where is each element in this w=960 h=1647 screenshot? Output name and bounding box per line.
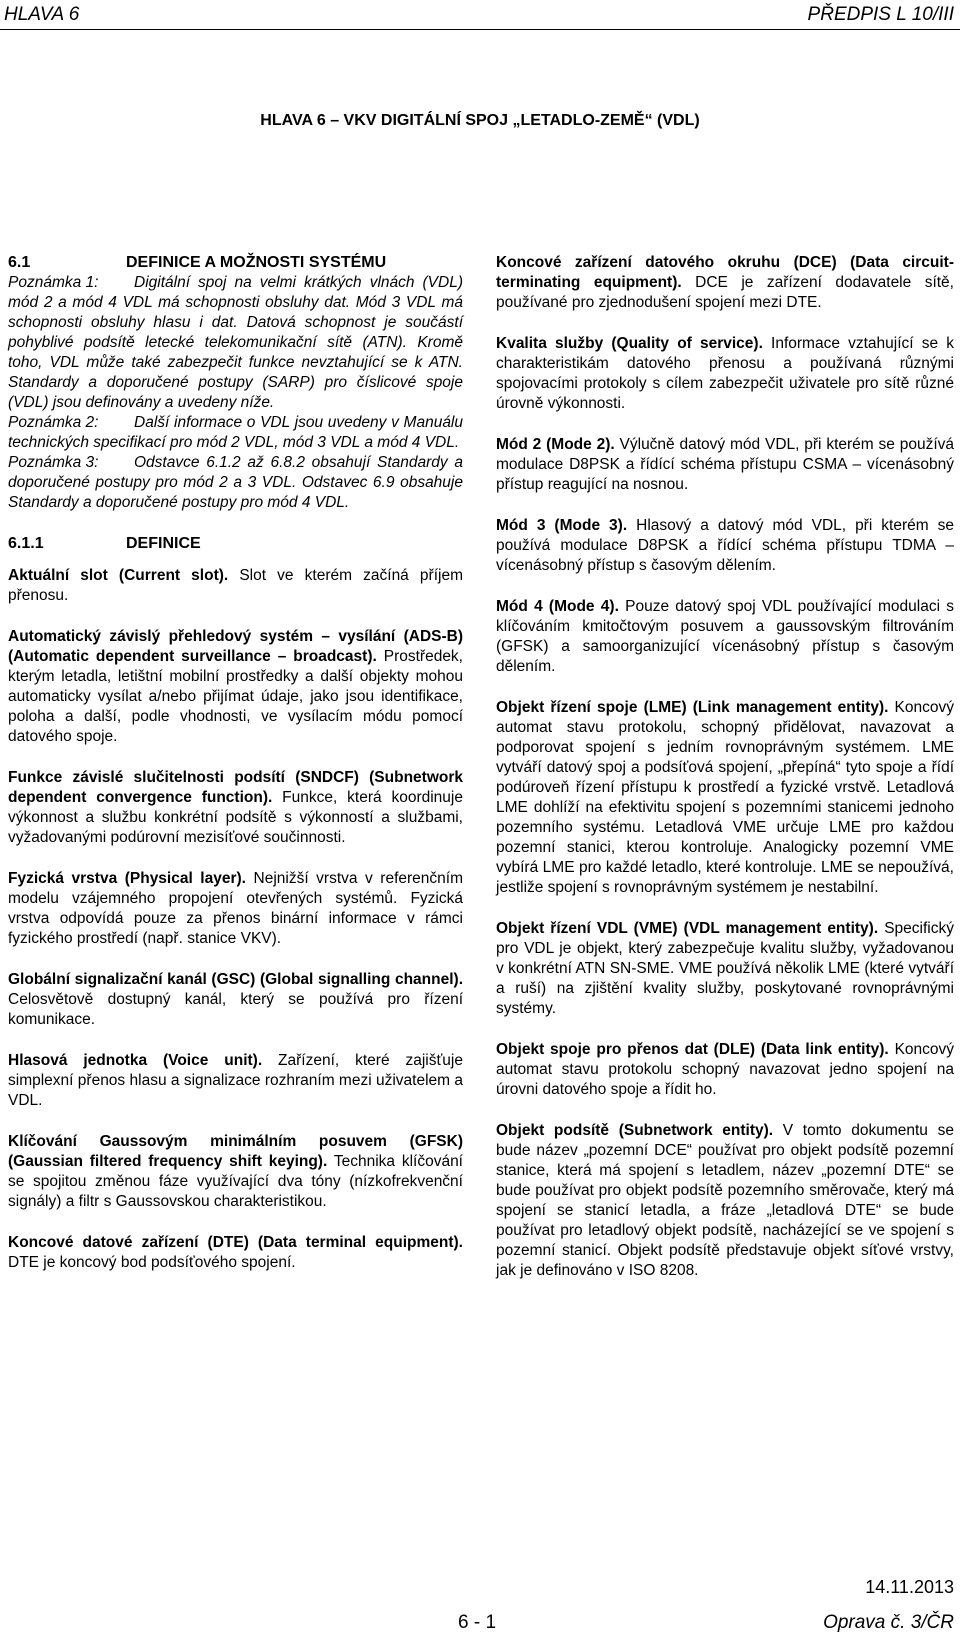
definition-paragraph bbox=[8, 1132, 463, 1212]
right-column bbox=[496, 253, 954, 1281]
definition-text: Koncový automat stavu protokolu schopný navazovat jedno spojení na úrovni datového spoje a řídit ho. bbox=[496, 1041, 955, 1098]
definition-text: DTE je koncový bod podsíťového spojení. bbox=[8, 1254, 296, 1271]
definition-term: Funkce závislé slučitelnosti podsítí (SNDCF) (Subnetwork dependent convergence function). bbox=[8, 769, 463, 806]
definition-text: Koncový automat stavu protokolu, schopný přidělovat, navazovat a podporovat spojení s jedním rovnoprávným systémem. LME vytváří datový spoj a podsíťová spojení, „přepíná“ tyto spoje a řídí podúroveň řízení přístupu k prostředí a fyzické vrstvě. Letadlová LME dohlíží na efektivitu spojení s pozemními stanicemi jednoho pozemního systému. Letadlová VME určuje LME pro každou pozemní stanici, kterou kontroluje. Analogicky pozemní VME vybírá LME pro každé letadlo, které kontroluje. LME se nepoužívá, jestliže spojení s rovnoprávným systémem je nestabilní. bbox=[496, 699, 954, 896]
definition-paragraph bbox=[8, 970, 463, 1030]
note-3 bbox=[8, 453, 463, 513]
note-1 bbox=[8, 273, 463, 413]
note-2-label: Poznámka 2: bbox=[8, 414, 99, 431]
note-1-label: Poznámka 1: bbox=[8, 274, 99, 291]
footer-page-number: 6 - 1 bbox=[458, 1612, 497, 1633]
definition-text: Specifický pro VDL je objekt, který zabezpečuje kvalitu služby, vyžadovanou v konkrétní ATN SN-SME. VME používá několik LME (které vytváří a ruší) na zjištění kvality služby, poskytované rovnoprávnými systémy. bbox=[496, 920, 954, 1017]
header-regulation: PŘEDPIS L 10/III bbox=[807, 4, 954, 25]
definition-paragraph bbox=[8, 627, 463, 747]
definition-text: Zařízení, které zajišťuje simplexní přenos hlasu a signalizace rozhraním mezi uživatelem a VDL. bbox=[8, 1052, 463, 1109]
definition-term: Objekt spoje pro přenos dat (DLE) (Data link entity). bbox=[496, 1041, 889, 1058]
section-heading bbox=[8, 253, 463, 273]
definition-paragraph bbox=[496, 435, 954, 495]
header-rule bbox=[0, 29, 960, 30]
definition-term: Aktuální slot (Current slot). bbox=[8, 567, 229, 584]
definition-text: V tomto dokumentu se bude název „pozemní DCE“ používat pro objekt podsítě pozemní stanice, která má spojení s letadlem, název „pozemní DTE“ se bude používat pro objekt podsítě pozemního směrovače, který má spojení se stanicí letadla, a fráze „letadlová DTE“ se bude používat pro letadlový objekt podsítě, nacházející se ve spojení s pozemní stanicí. Objekt podsítě představuje objekt síťové vrstvy, jak je definováno v ISO 8208. bbox=[496, 1122, 954, 1279]
definition-text: Nejnižší vrstva v referenčním modelu vzájemného propojení otevřených systémů. Fyzická vrstva odpovídá pouze za přenos binární informace v rámci fyzického prostředí (např. stanice VKV). bbox=[8, 870, 463, 947]
definition-paragraph bbox=[496, 516, 954, 576]
definition-text: Pouze datový spoj VDL používající modulaci s klíčováním kmitočtovým posuvem a gaussovským filtrováním (GFSK) a samoorganizující vícenásobný přístup s časovým dělením. bbox=[496, 598, 955, 675]
definition-paragraph bbox=[496, 597, 954, 677]
section-number: 6.1 bbox=[8, 254, 31, 271]
definition-term: Globální signalizační kanál (GSC) (Global signalling channel). bbox=[8, 971, 463, 988]
definition-paragraph bbox=[8, 869, 463, 949]
definition-term: Mód 4 (Mode 4). bbox=[496, 598, 619, 615]
definition-term: Koncové zařízení datového okruhu (DCE) (Data circuit-terminating equipment). bbox=[496, 254, 954, 291]
left-definitions bbox=[8, 566, 463, 1273]
definition-paragraph bbox=[496, 698, 954, 898]
subsection-heading bbox=[8, 534, 463, 554]
footer-revision: Oprava č. 3/ČR bbox=[823, 1612, 954, 1633]
header-chapter: HLAVA 6 bbox=[4, 4, 80, 25]
definition-text: Funkce, která koordinuje výkonnost a službu konkrétní podsítě s výkonností a službami, vyžadovanými podúrovní mezisíťové součinnosti. bbox=[8, 789, 463, 846]
definition-term: Koncové datové zařízení (DTE) (Data terminal equipment). bbox=[8, 1234, 463, 1251]
definition-text: Hlasový a datový mód VDL, při kterém se používá modulace D8PSK a řídící schéma přístupu TDMA – vícenásobný přístup s časovým dělením. bbox=[496, 517, 954, 574]
definition-paragraph bbox=[8, 768, 463, 848]
subsection-title: DEFINICE bbox=[126, 535, 201, 552]
definition-term: Objekt řízení VDL (VME) (VDL management entity). bbox=[496, 920, 879, 937]
definition-text: Výlučně datový mód VDL, při kterém se používá modulace D8PSK a řídící schéma přístupu CSMA – vícenásobný přístup reagující na nosnou. bbox=[496, 436, 955, 493]
definition-text: Prostředek, kterým letadla, letištní mobilní prostředky a další objekty mohou automaticky vysílat a/nebo přijímat údaje, jako jsou identifikace, poloha a další, podle vhodnosti, ve vysílacím módu pomocí datového spoje. bbox=[8, 648, 463, 745]
definition-paragraph bbox=[496, 1121, 954, 1281]
note-2 bbox=[8, 413, 463, 453]
subsection-number: 6.1.1 bbox=[8, 535, 44, 552]
definition-term: Fyzická vrstva (Physical layer). bbox=[8, 870, 246, 887]
note-3-label: Poznámka 3: bbox=[8, 454, 99, 471]
definition-term: Mód 3 (Mode 3). bbox=[496, 517, 628, 534]
definition-text: Celosvětově dostupný kanál, který se používá pro řízení komunikace. bbox=[8, 991, 463, 1028]
right-definitions bbox=[496, 253, 954, 1281]
definition-text: Technika klíčování se spojitou změnou fáze využívající dva tóny (nízkofrekvenční signály) a filtr s Gaussovskou charakteristikou. bbox=[8, 1153, 463, 1210]
left-column bbox=[8, 253, 463, 1273]
section-title: DEFINICE A MOŽNOSTI SYSTÉMU bbox=[126, 254, 387, 271]
definition-term: Automatický závislý přehledový systém – vysílání (ADS-B) (Automatic dependent surveillance – broadcast). bbox=[8, 628, 463, 665]
definition-paragraph bbox=[496, 253, 954, 313]
definition-term: Objekt řízení spoje (LME) (Link management entity). bbox=[496, 699, 889, 716]
definition-paragraph bbox=[496, 1040, 954, 1100]
page-header bbox=[0, 2, 960, 28]
definition-paragraph bbox=[496, 919, 954, 1019]
note-1-text: Digitální spoj na velmi krátkých vlnách (VDL) mód 2 a mód 4 VDL má schopnosti obsluhy dat. Mód 3 VDL má schopnosti obsluhy hlasu i dat. Datová schopnost je součástí pohyblivé podsítě letecké telekomunikační sítě (ATN). Kromě toho, VDL může také zabezpečit funkce nevztahující se k ATN. Standardy a doporučené postupy (SARP) pro číslicové spoje (VDL) jsou definovány a uvedeny níže. bbox=[8, 274, 463, 411]
definition-term: Objekt podsítě (Subnetwork entity). bbox=[496, 1122, 774, 1139]
definition-term: Klíčování Gaussovým minimálním posuvem (GFSK) (Gaussian filtered frequency shift keying). bbox=[8, 1133, 463, 1170]
note-3-text: Odstavce 6.1.2 až 6.8.2 obsahují Standardy a doporučené postupy pro mód 2 a 3 VDL. Odstavec 6.9 obsahuje Standardy a doporučené postupy pro mód 4 VDL. bbox=[8, 454, 463, 511]
definition-term: Hlasová jednotka (Voice unit). bbox=[8, 1052, 263, 1069]
definition-paragraph bbox=[496, 334, 954, 414]
definition-paragraph bbox=[8, 566, 463, 606]
note-2-text: Další informace o VDL jsou uvedeny v Manuálu technických specifikací pro mód 2 VDL, mód 3 VDL a mód 4 VDL. bbox=[8, 414, 463, 451]
definition-paragraph bbox=[8, 1233, 463, 1273]
definition-paragraph bbox=[8, 1051, 463, 1111]
definition-text: DCE je zařízení dodavatele sítě, používané pro zjednodušení spojení mezi DTE. bbox=[496, 274, 954, 311]
definition-text: Slot ve kterém začíná příjem přenosu. bbox=[8, 567, 463, 604]
notes-block bbox=[8, 273, 463, 513]
chapter-title: HLAVA 6 – VKV DIGITÁLNÍ SPOJ „LETADLO-ZEMĚ“ (VDL) bbox=[260, 112, 700, 129]
definition-term: Kvalita služby (Quality of service). bbox=[496, 335, 763, 352]
definition-term: Mód 2 (Mode 2). bbox=[496, 436, 615, 453]
footer-date: 14.11.2013 bbox=[865, 1577, 954, 1597]
definition-text: Informace vztahující se k charakteristikám datového přenosu a používaná různými spojovacími protokoly s cílem zabezpečit uživatele pro sítě různé úrovně výkonnosti. bbox=[496, 335, 954, 412]
